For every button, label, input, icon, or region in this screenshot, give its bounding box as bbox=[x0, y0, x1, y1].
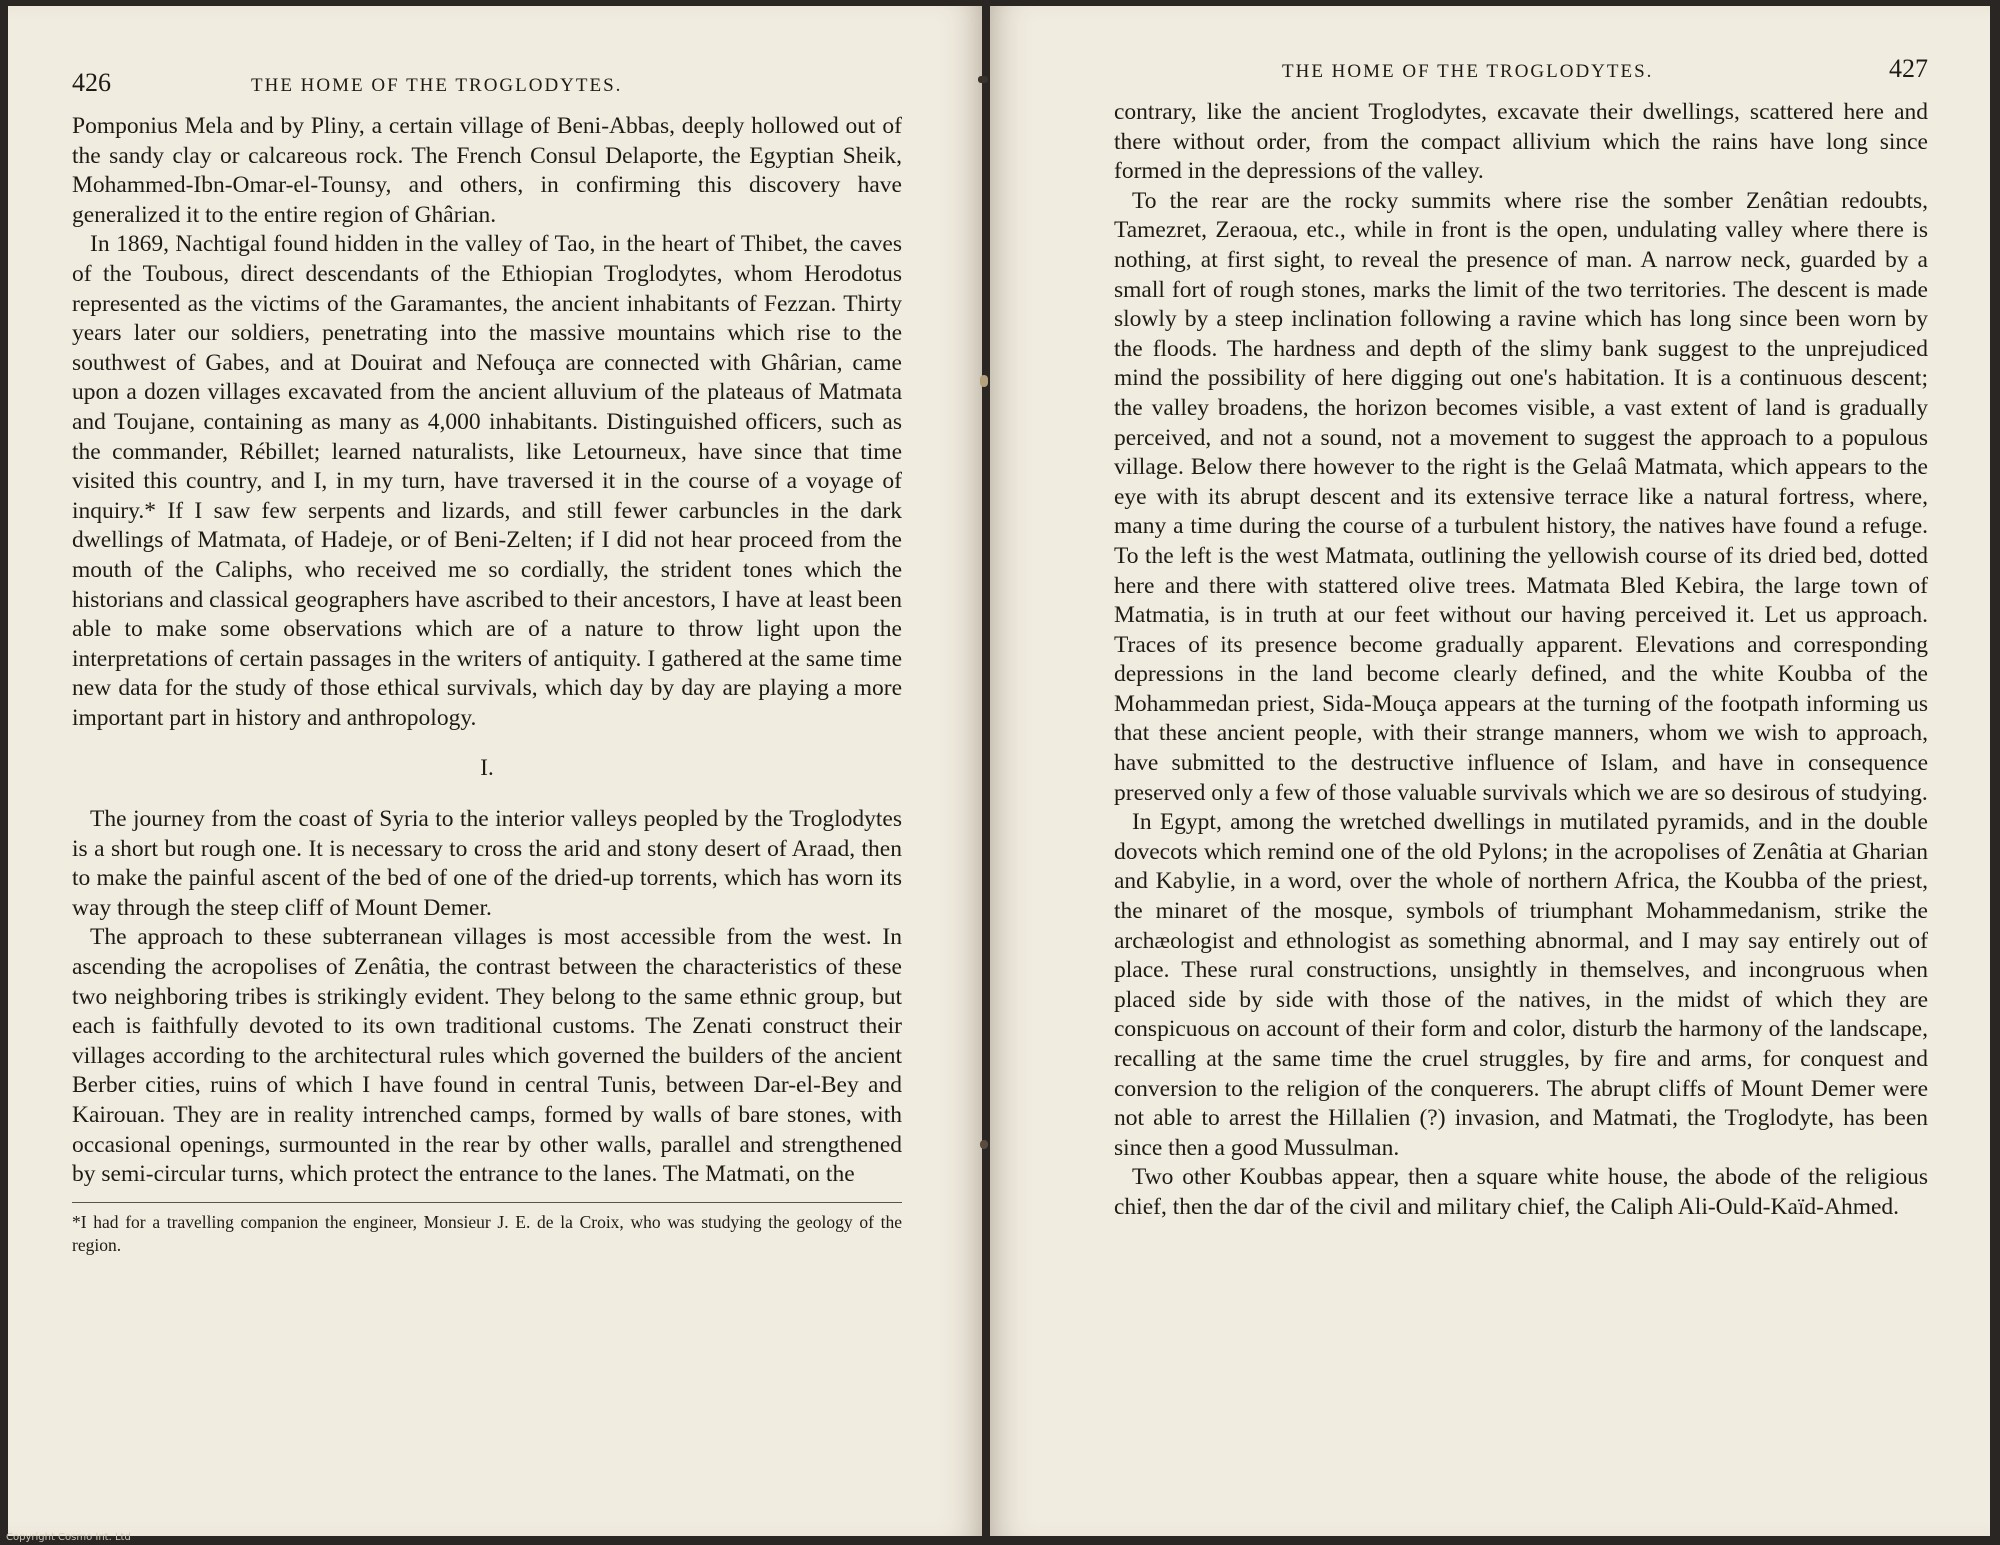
binding-stitch bbox=[980, 375, 988, 387]
running-title: THE HOME OF THE TROGLODYTES. bbox=[1282, 61, 1654, 82]
right-page bbox=[990, 6, 1990, 1536]
copyright-notice: Copyright Cosmo Int. Ltd bbox=[6, 1532, 131, 1543]
left-page bbox=[8, 6, 982, 1536]
running-title: THE HOME OF THE TROGLODYTES. bbox=[251, 75, 623, 96]
book-gutter bbox=[982, 0, 990, 1545]
paragraph: The approach to these subterranean villages is most accessible from the west. In ascending the acropolises of Zenâtia, the contrast between the characteristics of these two neighboring tribes is strikingly evident. They belong to the same ethnic group, but each is faithfully devoted to its own traditional customs. The Zenati construct their villages according to the architectural rules which governed the builders of the ancient Berber cities, ruins of which I have found in central Tunis, between Dar-el-Bey and Kairouan. They are in reality intrenched camps, formed by walls of bare stones, with occasional openings, surmounted in the rear by other walls, parallel and strengthened by semi-circular turns, which protect the entrance to the lanes. The Matmati, on the bbox=[72, 924, 902, 1188]
binding-stitch bbox=[978, 76, 988, 83]
paragraph: Pomponius Mela and by Pliny, a certain village of Beni-Abbas, deeply hollowed out of the sandy clay or calcareous rock. The French Consul Delaporte, the Egyptian Sheik, Mohammed-Ibn-Omar-el-Tounsy, and others, in confirming this discovery have generalized it to the entire region of Ghârian. bbox=[72, 113, 902, 228]
paragraph: To the rear are the rocky summits where rise the somber Zenâtian redoubts, Tamezret, Zeraoua, etc., while in front is the open, undulating valley where there is nothing, at first sight, to reveal the presence of man. A narrow neck, guarded by a small fort of rough stones, marks the limit of the two territories. The descent is made slowly by a steep inclination following a ravine which has long since been worn by the floods. The hardness and depth of the slimy bank suggest to the unprejudiced mind the possibility of here digging out one's habitation. It is a continuous descent; the valley broadens, the horizon becomes visible, a vast extent of land is gradually perceived, and not a sound, not a movement to suggest the approach to a populous village. Below there however to the right is the Gelaâ Matmata, which appears to the eye with its abrupt descent and its extensive terrace like a natural fortress, where, many a time during the course of a turbulent history, the natives have found a refuge. To the left is the west Matmata, outlining the yellowish course of its dried bed, dotted here and there with stattered olive trees. Matmata Bled Kebira, the large town of Matmatia, is in truth at our feet without our having perceived it. Let us approach. Traces of its presence become gradually apparent. Elevations and corresponding depressions in the land become clearly defined, and the white Koubba of the Mohammedan priest, Sida-Mouça appears at the turning of the footpath informing us that these ancient people, with their strange manners, whom we wish to approach, have submitted to the destructive influence of Islam, and have in consequence preserved only a few of those valuable survivals which we are so desirous of studying. bbox=[1114, 187, 1928, 806]
binding-stitch bbox=[980, 1140, 988, 1149]
page-body bbox=[1114, 98, 1928, 1223]
paragraph: contrary, like the ancient Troglodytes, excavate their dwellings, scattered here and there without order, from the compact allivium which the rains have long since formed in the depressions of the valley. bbox=[1114, 99, 1928, 185]
paragraph: The journey from the coast of Syria to the interior valleys peopled by the Troglodytes is a short but rough one. It is necessary to cross the arid and stony desert of Araad, then to make the painful ascent of the bed of one of the dried-up torrents, which has worn its way through the steep cliff of Mount Demer. bbox=[72, 806, 902, 921]
footnote: *I had for a travelling companion the engineer, Monsieur J. E. de la Croix, who was studying the geology of the region. bbox=[72, 1211, 902, 1255]
paragraph: In Egypt, among the wretched dwellings in mutilated pyramids, and in the double dovecots which remind one of the old Pylons; in the acropolises of Zenâtia at Gharian and Kabylie, in a word, over the whole of northern Africa, the Koubba of the priest, the minaret of the mosque, symbols of triumphant Mohammedanism, strike the archæologist and ethnologist as something abnormal, and I may say entirely out of place. These rural constructions, unsightly in themselves, and incongruous when placed side by side with those of the natives, in the midst of which they are conspicuous on account of their form and color, disturb the harmony of the landscape, recalling at the same time the cruel struggles, by fire and arms, for conquest and conversion to the religion of the conquerers. The abrupt cliffs of Mount Demer were not able to arrest the Hillalien (?) invasion, and Matmati, the Troglodyte, has been since then a good Mussulman. bbox=[1114, 809, 1928, 1161]
page-header bbox=[1114, 54, 1928, 84]
page-number: 426 bbox=[72, 68, 111, 97]
paragraph: Two other Koubbas appear, then a square white house, the abode of the religious chief, then the dar of the civil and military chief, the Caliph Ali-Ould-Kaïd-Ahmed. bbox=[1114, 1164, 1928, 1220]
page-body bbox=[72, 112, 902, 1190]
page-number: 427 bbox=[1889, 54, 1928, 83]
paragraph: In 1869, Nachtigal found hidden in the valley of Tao, in the heart of Thibet, the caves of the Toubous, direct descendants of the Ethiopian Troglodytes, whom Herodotus represented as the victims of the Garamantes, the ancient inhabitants of Fezzan. Thirty years later our soldiers, penetrating into the massive mountains which rise to the southwest of Gabes, and at Douirat and Nefouça are connected with Ghârian, came upon a dozen villages excavated from the ancient alluvium of the plateaus of Matmata and Toujane, containing as many as 4,000 inhabitants. Distinguished officers, such as the commander, Rébillet; learned naturalists, like Letourneux, have since that time visited this country, and I, in my turn, have traversed it in the course of a voyage of inquiry.* If I saw few serpents and lizards, and still fewer carbuncles in the dark dwellings of Matmata, of Hadeje, or of Beni-Zelten; if I did not hear proceed from the mouth of the Caliphs, who received me so cordially, the strident tones which the historians and classical geographers have ascribed to their ancestors, I have at least been able to make some observations which are of a nature to throw light upon the interpretations of certain passages in the writers of antiquity. I gathered at the same time new data for the study of those ethical survivals, which day by day are playing a more important part in history and anthropology. bbox=[72, 231, 903, 731]
footnote-divider bbox=[72, 1202, 902, 1203]
section-heading: I. bbox=[480, 755, 494, 781]
page-header bbox=[72, 68, 902, 98]
